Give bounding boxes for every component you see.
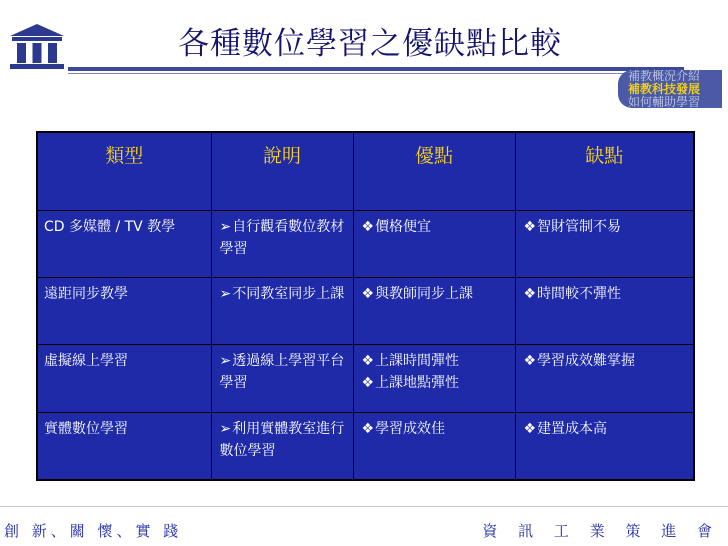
nav-item-overview[interactable]: 補教概況介紹 xyxy=(628,69,701,83)
table-row xyxy=(37,278,694,345)
title-divider-thin xyxy=(68,73,684,74)
diamond-bullet-icon: ❖ xyxy=(361,286,375,303)
cell-pros xyxy=(353,211,515,278)
cell-description-item xyxy=(220,350,347,394)
cell-description xyxy=(211,412,353,480)
footer-slogan: 創 新、關 懷、實 踐 xyxy=(4,522,183,540)
cell-description xyxy=(211,345,353,412)
cell-description-text: 自行觀看數位教材學習 xyxy=(219,219,345,257)
cell-type: 遠距同步教學 xyxy=(37,278,211,345)
page-title: 各種數位學習之優缺點比較 xyxy=(178,26,562,62)
diamond-bullet-icon: ❖ xyxy=(523,286,537,303)
cell-description-text: 利用實體教室進行數位學習 xyxy=(219,420,345,459)
cell-pros xyxy=(353,412,515,480)
comparison-table xyxy=(36,131,695,481)
cell-pros-text: 學習成效佳 xyxy=(375,420,446,437)
header-cons: 缺點 xyxy=(515,132,694,211)
arrow-bullet-icon: ➢ xyxy=(219,219,232,235)
title-divider xyxy=(68,67,684,71)
cell-cons-text: 智財管制不易 xyxy=(537,219,622,235)
cell-description xyxy=(211,211,353,278)
cell-cons-item xyxy=(524,216,688,238)
cell-description-text: 透過線上學習平台學習 xyxy=(219,353,345,392)
cell-pros xyxy=(353,345,515,412)
cell-cons-text: 建置成本高 xyxy=(537,420,608,437)
cell-type: 虛擬線上學習 xyxy=(37,345,211,412)
cell-pros-item xyxy=(362,418,509,440)
header-pros: 優點 xyxy=(353,132,515,211)
cell-pros-text: 上課時間彈性 xyxy=(375,353,460,370)
table-row xyxy=(37,345,694,412)
diamond-bullet-icon: ❖ xyxy=(523,353,537,370)
nav-item-learning-aid[interactable]: 如何輔助學習 xyxy=(628,95,701,109)
footer-divider xyxy=(0,506,728,507)
cell-pros-item xyxy=(362,283,509,305)
cell-description xyxy=(211,278,353,345)
table-row xyxy=(37,211,694,278)
diamond-bullet-icon: ❖ xyxy=(361,353,375,370)
table-header-row xyxy=(37,132,694,211)
diamond-bullet-icon: ❖ xyxy=(523,219,537,235)
cell-cons-item xyxy=(524,350,688,372)
diamond-bullet-icon: ❖ xyxy=(361,375,375,392)
cell-description-text: 不同教室同步上課 xyxy=(232,286,345,303)
arrow-bullet-icon: ➢ xyxy=(219,420,232,437)
cell-pros xyxy=(353,278,515,345)
arrow-bullet-icon: ➢ xyxy=(219,286,232,303)
cell-cons xyxy=(515,345,694,412)
footer-organization: 資 訊 工 業 策 進 會 xyxy=(482,522,720,540)
cell-cons xyxy=(515,211,694,278)
cell-cons-text: 時間較不彈性 xyxy=(537,286,622,303)
cell-pros-text: 價格便宜 xyxy=(375,219,432,235)
diamond-bullet-icon: ❖ xyxy=(361,420,375,437)
cell-description-item xyxy=(220,418,347,462)
diamond-bullet-icon: ❖ xyxy=(361,219,375,235)
cell-cons-item xyxy=(524,418,688,440)
table-row xyxy=(37,412,694,480)
cell-pros-text: 上課地點彈性 xyxy=(375,375,460,392)
cell-type: CD 多媒體 / TV 教學 xyxy=(37,211,211,278)
cell-pros-text: 與教師同步上課 xyxy=(375,286,474,303)
cell-pros-item xyxy=(362,372,509,394)
cell-pros-item xyxy=(362,350,509,372)
cell-pros-item xyxy=(362,216,509,238)
nav-item-tech-development[interactable]: 補教科技發展 xyxy=(628,82,701,96)
cell-description-item xyxy=(220,216,347,260)
header-description: 說明 xyxy=(211,132,353,211)
building-logo-icon xyxy=(8,22,66,70)
header-type: 類型 xyxy=(37,132,211,211)
arrow-bullet-icon: ➢ xyxy=(219,353,232,370)
cell-cons xyxy=(515,412,694,480)
cell-description-item xyxy=(220,283,347,305)
cell-type: 實體數位學習 xyxy=(37,412,211,480)
cell-cons xyxy=(515,278,694,345)
diamond-bullet-icon: ❖ xyxy=(523,420,537,437)
cell-cons-item xyxy=(524,283,688,305)
cell-cons-text: 學習成效難掌握 xyxy=(537,353,636,370)
